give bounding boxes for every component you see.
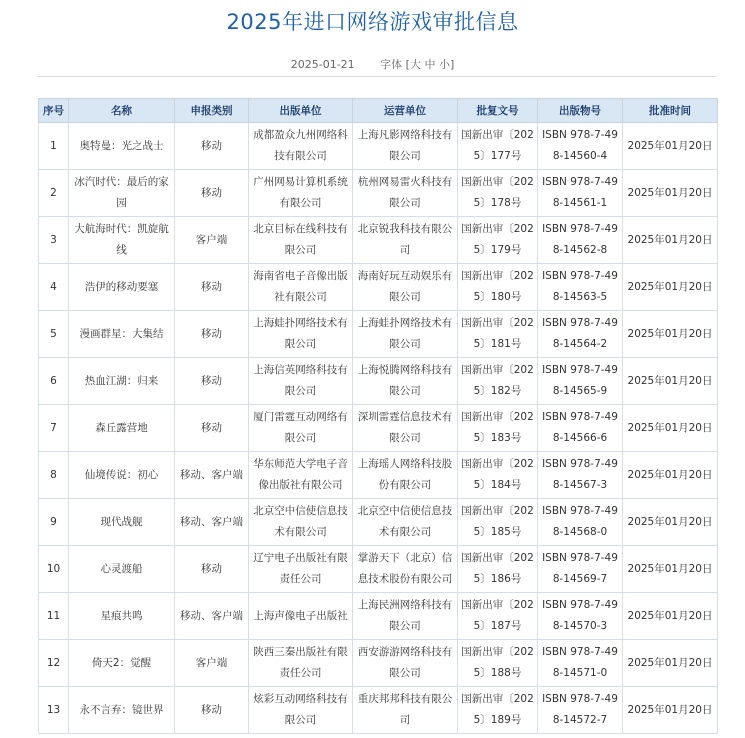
table-row — [39, 687, 718, 734]
table-body — [39, 123, 718, 734]
cell-approval-number: 国新出审〔2025〕184号 — [458, 452, 538, 499]
cell-no: 6 — [39, 358, 69, 405]
article-meta — [0, 56, 745, 72]
table-row — [39, 405, 718, 452]
page-title: 2025年进口网络游戏审批信息 — [226, 10, 519, 34]
header-operator: 运营单位 — [353, 99, 458, 123]
publish-date: 2025-01-21 — [290, 58, 355, 71]
cell-game-name: 倚天2：觉醒 — [69, 640, 175, 687]
cell-operator: 掌游天下（北京）信息技术股份有限公司 — [353, 546, 458, 593]
cell-approval-date: 2025年01月20日 — [623, 170, 718, 217]
cell-category: 移动 — [175, 405, 249, 452]
cell-game-name: 大航海时代：凯旋航线 — [69, 217, 175, 264]
font-size-bracket-close: ] — [449, 58, 455, 71]
cell-category: 移动 — [175, 170, 249, 217]
cell-approval-number: 国新出审〔2025〕183号 — [458, 405, 538, 452]
table-row — [39, 358, 718, 405]
cell-approval-number: 国新出审〔2025〕187号 — [458, 593, 538, 640]
table-row — [39, 452, 718, 499]
cell-publisher: 北京空中信使信息技术有限公司 — [249, 499, 353, 546]
cell-approval-number: 国新出审〔2025〕188号 — [458, 640, 538, 687]
table-row — [39, 311, 718, 358]
cell-game-name: 星痕共鸣 — [69, 593, 175, 640]
table-row — [39, 593, 718, 640]
font-size-control — [380, 58, 454, 71]
cell-publisher: 广州网易计算机系统有限公司 — [249, 170, 353, 217]
header-category: 申报类别 — [175, 99, 249, 123]
cell-approval-date: 2025年01月20日 — [623, 640, 718, 687]
font-size-bracket-open: [ — [405, 58, 410, 71]
table-row — [39, 217, 718, 264]
table-row — [39, 640, 718, 687]
cell-isbn: ISBN 978-7-498-14568-0 — [538, 499, 623, 546]
cell-operator: 上海凡影网络科技有限公司 — [353, 123, 458, 170]
cell-category: 移动 — [175, 311, 249, 358]
cell-approval-number: 国新出审〔2025〕177号 — [458, 123, 538, 170]
cell-no: 1 — [39, 123, 69, 170]
cell-approval-number: 国新出审〔2025〕180号 — [458, 264, 538, 311]
cell-operator: 北京锐我科技有限公司 — [353, 217, 458, 264]
cell-approval-date: 2025年01月20日 — [623, 452, 718, 499]
table-row — [39, 264, 718, 311]
cell-no: 7 — [39, 405, 69, 452]
cell-operator: 上海民洲网络科技有限公司 — [353, 593, 458, 640]
cell-category: 客户端 — [175, 217, 249, 264]
cell-approval-date: 2025年01月20日 — [623, 358, 718, 405]
cell-approval-number: 国新出审〔2025〕181号 — [458, 311, 538, 358]
cell-isbn: ISBN 978-7-498-14570-3 — [538, 593, 623, 640]
cell-isbn: ISBN 978-7-498-14569-7 — [538, 546, 623, 593]
cell-approval-number: 国新出审〔2025〕185号 — [458, 499, 538, 546]
cell-category: 移动 — [175, 264, 249, 311]
cell-operator: 西安游游网络科技有限公司 — [353, 640, 458, 687]
cell-game-name: 冰汽时代：最后的家园 — [69, 170, 175, 217]
cell-operator: 上海蛙扑网络技术有限公司 — [353, 311, 458, 358]
header-name: 名称 — [69, 99, 175, 123]
font-size-label: 字体 — [380, 58, 403, 71]
cell-operator: 上海瑶人网络科技股份有限公司 — [353, 452, 458, 499]
cell-category: 移动 — [175, 358, 249, 405]
cell-category: 移动 — [175, 687, 249, 734]
cell-category: 移动、客户端 — [175, 452, 249, 499]
cell-isbn: ISBN 978-7-498-14560-4 — [538, 123, 623, 170]
cell-operator: 深圳雷霆信息技术有限公司 — [353, 405, 458, 452]
cell-isbn: ISBN 978-7-498-14566-6 — [538, 405, 623, 452]
table-row — [39, 123, 718, 170]
cell-game-name: 心灵渡船 — [69, 546, 175, 593]
cell-approval-date: 2025年01月20日 — [623, 687, 718, 734]
cell-publisher: 北京目标在线科技有限公司 — [249, 217, 353, 264]
cell-no: 5 — [39, 311, 69, 358]
cell-publisher: 陕西三秦出版社有限责任公司 — [249, 640, 353, 687]
cell-publisher: 华东师范大学电子音像出版社有限公司 — [249, 452, 353, 499]
cell-approval-date: 2025年01月20日 — [623, 546, 718, 593]
cell-no: 11 — [39, 593, 69, 640]
header-publisher: 出版单位 — [249, 99, 353, 123]
cell-approval-date: 2025年01月20日 — [623, 593, 718, 640]
cell-no: 9 — [39, 499, 69, 546]
font-size-small-button[interactable]: 小 — [438, 58, 450, 71]
cell-approval-date: 2025年01月20日 — [623, 405, 718, 452]
cell-game-name: 热血江湖：归来 — [69, 358, 175, 405]
cell-operator: 北京空中信使信息技术有限公司 — [353, 499, 458, 546]
game-approval-table — [38, 98, 718, 734]
cell-game-name: 奥特曼：光之战士 — [69, 123, 175, 170]
cell-no: 2 — [39, 170, 69, 217]
cell-approval-number: 国新出审〔2025〕179号 — [458, 217, 538, 264]
cell-isbn: ISBN 978-7-498-14564-2 — [538, 311, 623, 358]
cell-approval-date: 2025年01月20日 — [623, 499, 718, 546]
header-isbn: 出版物号 — [538, 99, 623, 123]
cell-isbn: ISBN 978-7-498-14562-8 — [538, 217, 623, 264]
cell-approval-date: 2025年01月20日 — [623, 264, 718, 311]
cell-publisher: 上海声像电子出版社 — [249, 593, 353, 640]
table-row — [39, 499, 718, 546]
cell-no: 8 — [39, 452, 69, 499]
table-row — [39, 170, 718, 217]
cell-operator: 海南好玩互动娱乐有限公司 — [353, 264, 458, 311]
cell-operator: 重庆邦邦科技有限公司 — [353, 687, 458, 734]
cell-category: 移动 — [175, 123, 249, 170]
table-row — [39, 546, 718, 593]
cell-approval-number: 国新出审〔2025〕182号 — [458, 358, 538, 405]
cell-game-name: 永不言弃：镜世界 — [69, 687, 175, 734]
title-divider — [37, 76, 717, 77]
cell-publisher: 上海信英网络科技有限公司 — [249, 358, 353, 405]
cell-publisher: 厦门雷霆互动网络有限公司 — [249, 405, 353, 452]
cell-approval-date: 2025年01月20日 — [623, 217, 718, 264]
cell-category: 移动、客户端 — [175, 593, 249, 640]
cell-no: 13 — [39, 687, 69, 734]
header-approval-number: 批复文号 — [458, 99, 538, 123]
cell-game-name: 漫画群星：大集结 — [69, 311, 175, 358]
cell-isbn: ISBN 978-7-498-14561-1 — [538, 170, 623, 217]
cell-approval-date: 2025年01月20日 — [623, 123, 718, 170]
cell-game-name: 浩伊的移动要塞 — [69, 264, 175, 311]
cell-publisher: 炫彩互动网络科技有限公司 — [249, 687, 353, 734]
cell-no: 10 — [39, 546, 69, 593]
cell-game-name: 现代战舰 — [69, 499, 175, 546]
cell-publisher: 海南省电子音像出版社有限公司 — [249, 264, 353, 311]
cell-isbn: ISBN 978-7-498-14571-0 — [538, 640, 623, 687]
cell-approval-number: 国新出审〔2025〕186号 — [458, 546, 538, 593]
cell-isbn: ISBN 978-7-498-14572-7 — [538, 687, 623, 734]
table-header-row — [39, 99, 718, 123]
cell-operator: 上海悦腾网络科技有限公司 — [353, 358, 458, 405]
cell-publisher: 辽宁电子出版社有限责任公司 — [249, 546, 353, 593]
cell-publisher: 成都盈众九州网络科技有限公司 — [249, 123, 353, 170]
cell-isbn: ISBN 978-7-498-14567-3 — [538, 452, 623, 499]
font-size-large-button[interactable]: 大 — [409, 58, 421, 71]
cell-game-name: 仙境传说：初心 — [69, 452, 175, 499]
cell-no: 12 — [39, 640, 69, 687]
cell-category: 移动 — [175, 546, 249, 593]
cell-approval-number: 国新出审〔2025〕178号 — [458, 170, 538, 217]
cell-approval-number: 国新出审〔2025〕189号 — [458, 687, 538, 734]
cell-isbn: ISBN 978-7-498-14565-9 — [538, 358, 623, 405]
cell-category: 客户端 — [175, 640, 249, 687]
cell-operator: 杭州网易雷火科技有限公司 — [353, 170, 458, 217]
cell-game-name: 森丘露营地 — [69, 405, 175, 452]
cell-no: 4 — [39, 264, 69, 311]
cell-category: 移动、客户端 — [175, 499, 249, 546]
font-size-medium-button[interactable]: 中 — [424, 58, 436, 71]
cell-approval-date: 2025年01月20日 — [623, 311, 718, 358]
cell-no: 3 — [39, 217, 69, 264]
cell-publisher: 上海蛙扑网络技术有限公司 — [249, 311, 353, 358]
header-approval-date: 批准时间 — [623, 99, 718, 123]
cell-isbn: ISBN 978-7-498-14563-5 — [538, 264, 623, 311]
header-no: 序号 — [39, 99, 69, 123]
